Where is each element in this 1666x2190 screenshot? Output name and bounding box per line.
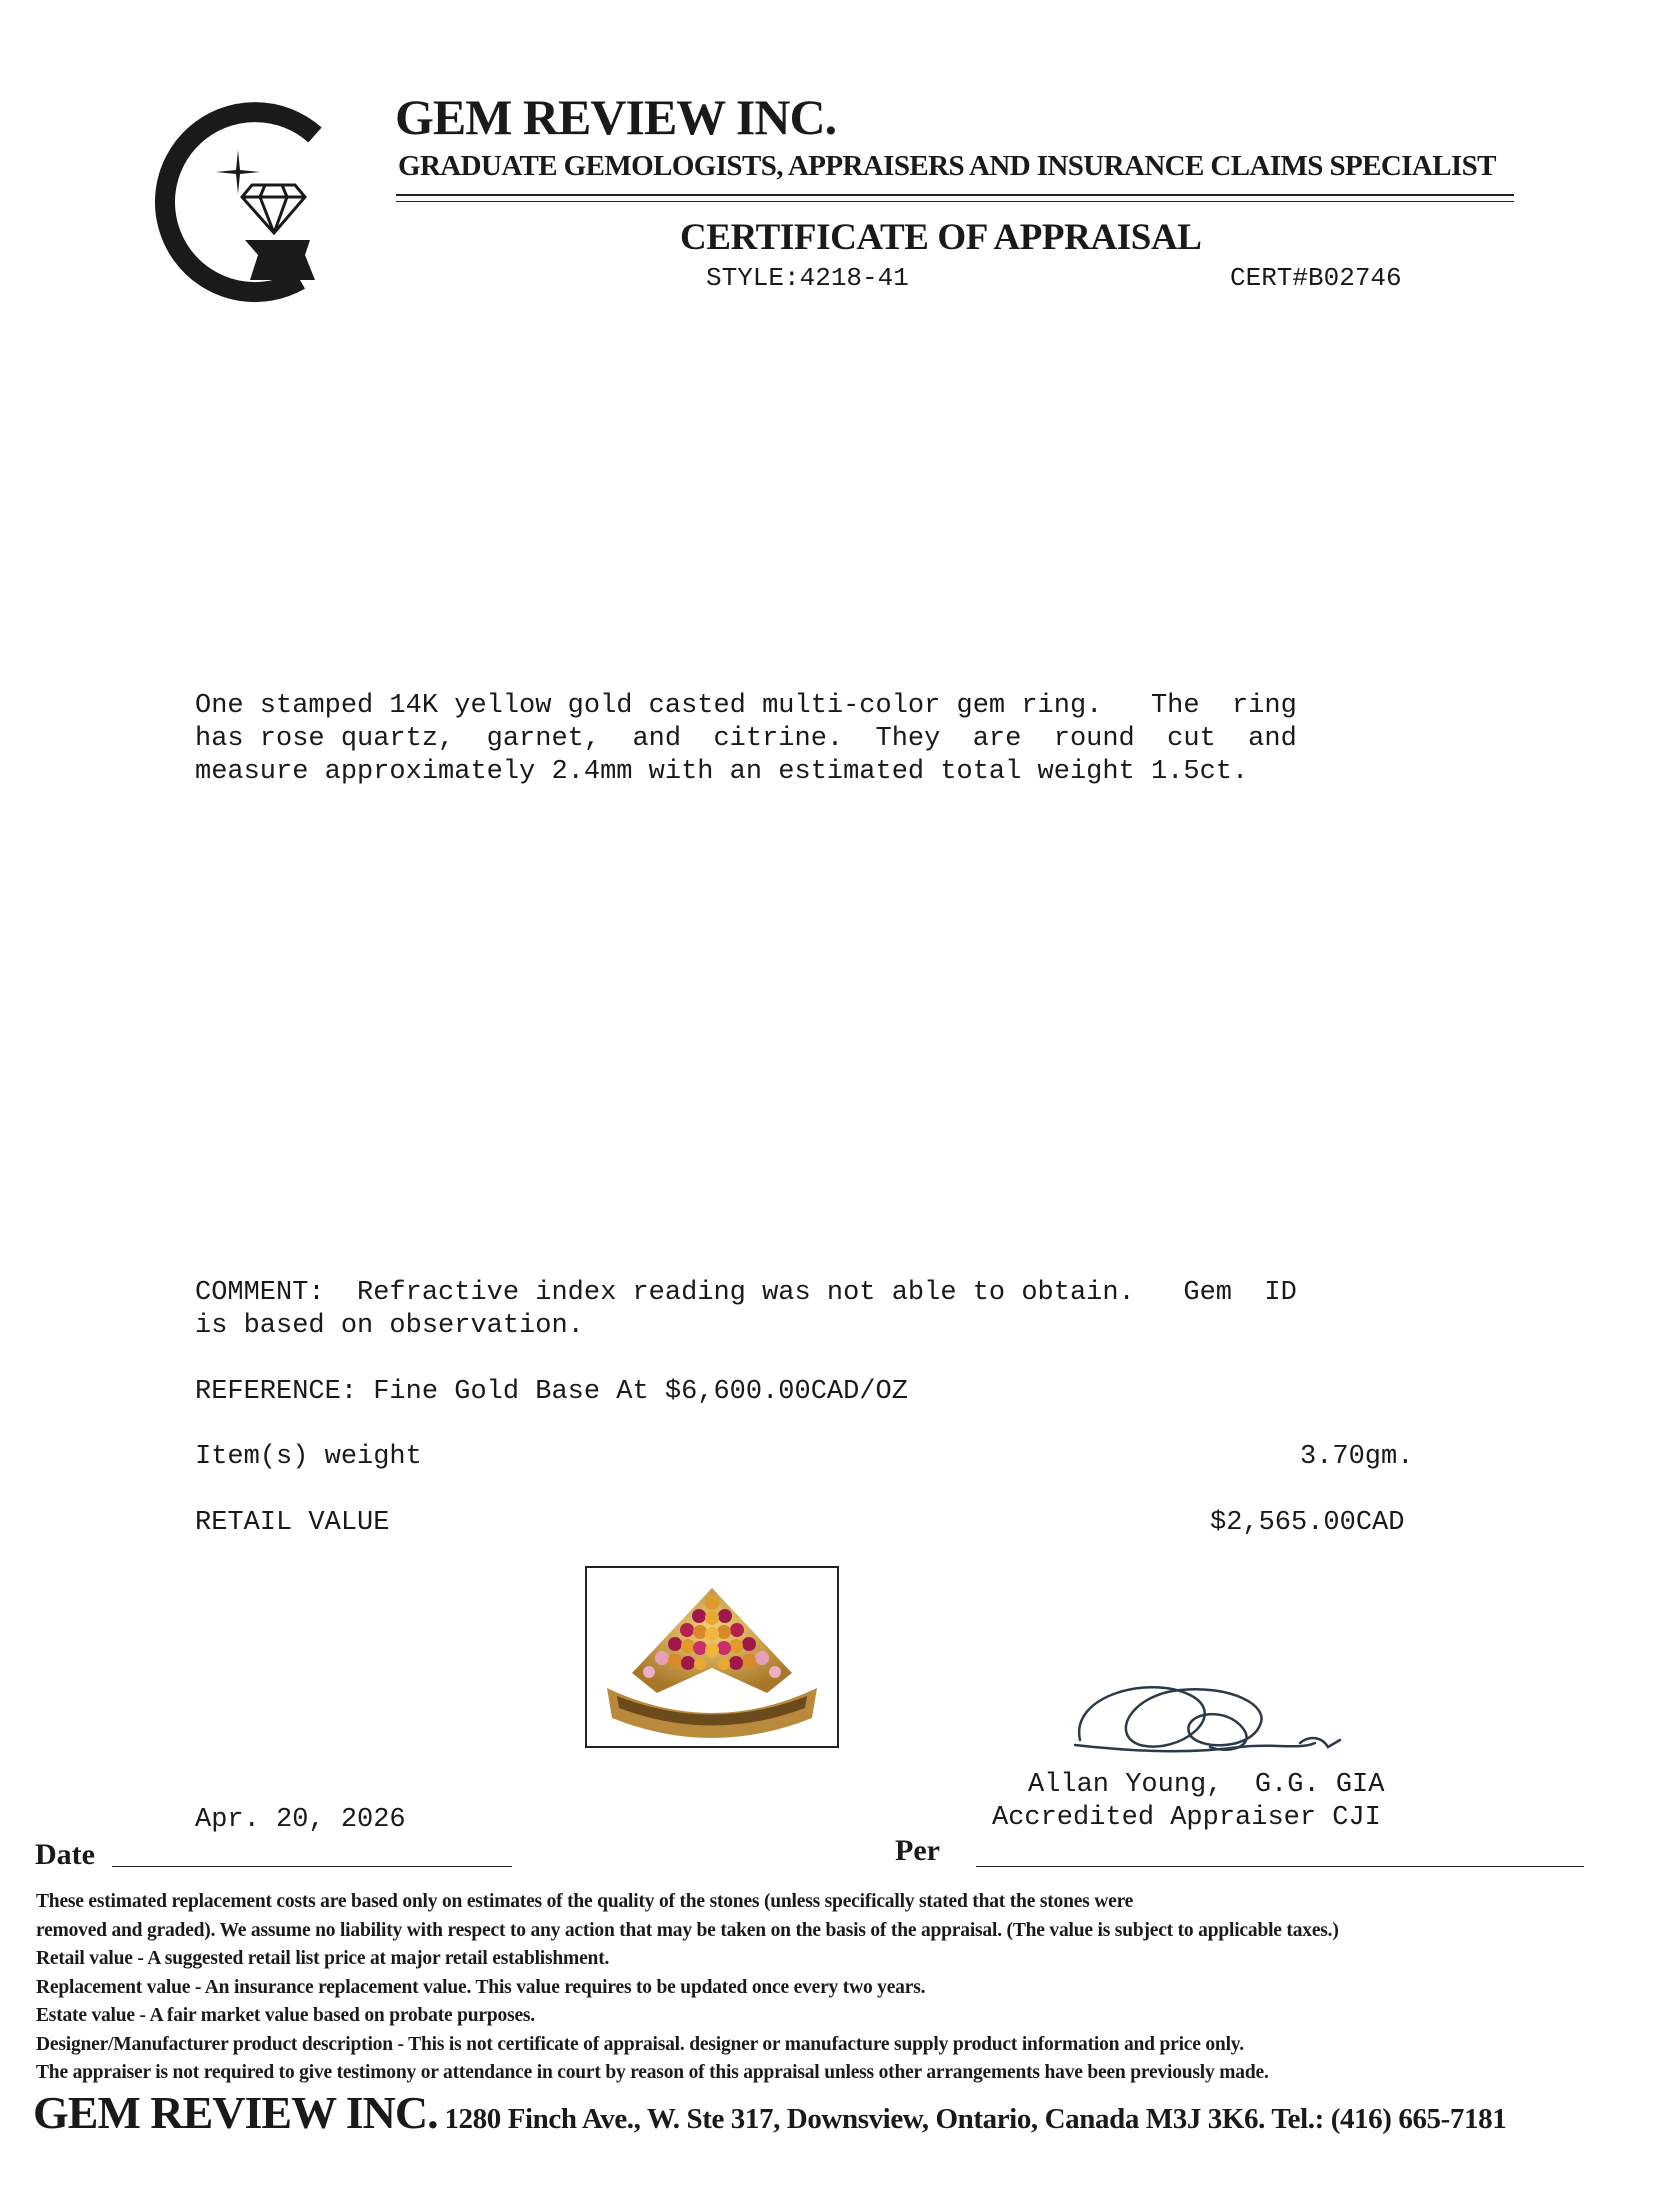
disclaimer-line: removed and graded). We assume no liability with respect to any action that may be taken on the basis of the appraisal. (The value is subject to applicable taxes.) bbox=[36, 1919, 1339, 1941]
disclaimer-line: The appraiser is not required to give testimony or attendance in court by reason of this appraisal unless other arrangements have been previously made. bbox=[36, 2062, 1269, 2083]
weight-value: 3.70gm. bbox=[1300, 1442, 1414, 1472]
comment: COMMENT: Refractive index reading was not able to obtain. Gem ID is based on observation. bbox=[195, 1278, 1297, 1341]
ring-photo bbox=[585, 1566, 839, 1748]
per-signature-line bbox=[976, 1866, 1584, 1867]
style-number: STYLE:4218-41 bbox=[706, 263, 909, 293]
item-description: One stamped 14K yellow gold casted multi-color gem ring. The ring has rose quartz, garnet, and citrine. They are round cut and measure approximately 2.4mm with an estimated total weight 1.5ct. bbox=[195, 691, 1297, 787]
disclaimer bbox=[36, 1888, 1646, 2088]
disclaimer-line: Retail value - A suggested retail list price at major retail establishment. bbox=[36, 1948, 610, 1969]
header-rule bbox=[396, 194, 1514, 196]
per-label: Per bbox=[895, 1834, 940, 1867]
ring-illustration bbox=[587, 1568, 837, 1746]
footer-company-name: GEM REVIEW INC. bbox=[33, 2087, 438, 2138]
company-name: GEM REVIEW INC. bbox=[395, 89, 837, 145]
company-logo bbox=[140, 95, 340, 305]
header-rule bbox=[396, 201, 1514, 202]
appraiser-title: Accredited Appraiser CJI bbox=[992, 1803, 1381, 1833]
disclaimer-line: These estimated replacement costs are based only on estimates of the quality of the stones (unless specifically stated that the stones were bbox=[36, 1891, 1134, 1912]
appraisal-date: Apr. 20, 2026 bbox=[195, 1805, 406, 1835]
disclaimer-line: Estate value - A fair market value based on probate purposes. bbox=[36, 2005, 535, 2026]
retail-value-label: RETAIL VALUE bbox=[195, 1508, 390, 1538]
appraiser-name: Allan Young, G.G. GIA bbox=[1028, 1770, 1385, 1800]
date-label: Date bbox=[35, 1838, 95, 1871]
company-tagline: GRADUATE GEMOLOGISTS, APPRAISERS AND INSURANCE CLAIMS SPECIALIST bbox=[398, 150, 1496, 182]
footer-address: 1280 Finch Ave., W. Ste 317, Downsview, Ontario, Canada M3J 3K6. Tel.: (416) 665-7181 bbox=[437, 2103, 1507, 2135]
appraiser-signature bbox=[1060, 1655, 1380, 1775]
disclaimer-line: Designer/Manufacturer product description - This is not certificate of appraisal. designer or manufacture supply product information and price only. bbox=[36, 2033, 1244, 2055]
certificate-title: CERTIFICATE OF APPRAISAL bbox=[680, 217, 1202, 258]
weight-label: Item(s) weight bbox=[195, 1442, 422, 1472]
disclaimer-line: Replacement value - An insurance replacement value. This value requires to be updated once every two years. bbox=[36, 1976, 926, 1998]
date-signature-line bbox=[112, 1866, 512, 1867]
reference-gold-base: REFERENCE: Fine Gold Base At $6,600.00CAD/OZ bbox=[195, 1377, 908, 1407]
footer bbox=[33, 2086, 1506, 2139]
retail-value-amount: $2,565.00CAD bbox=[1210, 1508, 1405, 1538]
certificate-number: CERT#B02746 bbox=[1230, 263, 1402, 293]
